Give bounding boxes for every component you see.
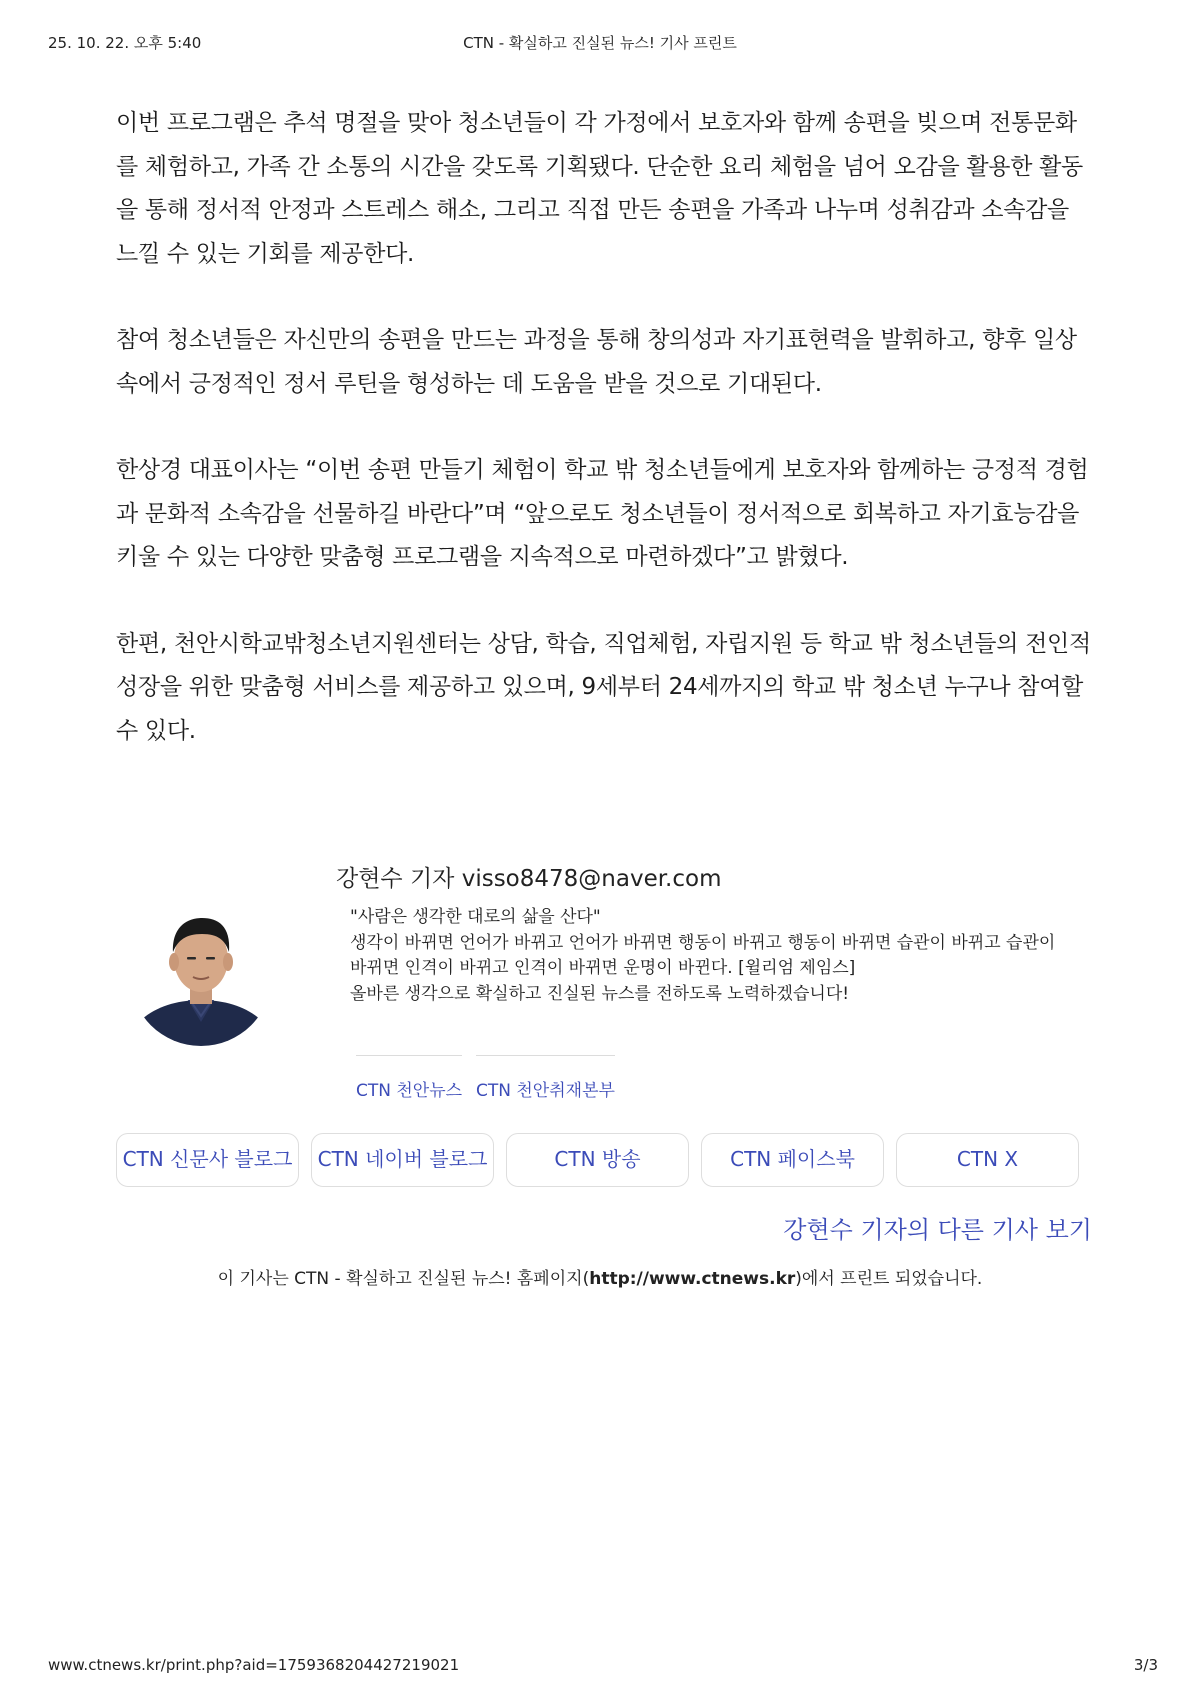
author-bio [350,905,1090,1007]
tag-link-cheonan-news[interactable]: CTN 천안뉴스 [356,1055,462,1101]
print-source-notice [0,1264,1200,1289]
article-body [116,102,1096,796]
author-byline: 강현수 기자 visso8478@naver.com [336,866,722,892]
broadcast-button[interactable]: CTN 방송 [506,1133,689,1187]
article-paragraph: 이번 프로그램은 추석 명절을 맞아 청소년들이 각 가정에서 보호자와 함께 송편을 빚으며 전통문화를 체험하고, 가족 간 소통의 시간을 갖도록 기획됐다. 단순한 요리 체험을 넘어 오감을 활용한 활동을 통해 정서적 안정과 스트레스 해소, 그리고 직접 만든 송편을 가족과 나누며 성취감과 소속감을 느낄 수 있는 기회를 제공한다. [116,110,1083,267]
print-page-title: CTN - 확실하고 진실된 뉴스! 기사 프린트 [463,34,737,52]
print-source-suffix: )에서 프린트 되었습니다. [795,1269,983,1289]
article-paragraph: 한편, 천안시학교밖청소년지원센터는 상담, 학습, 직업체험, 자립지원 등 학교 밖 청소년들의 전인적 성장을 위한 맞춤형 서비스를 제공하고 있으며, 9세부터 24세까지의 학교 밖 청소년 누구나 참여할 수 있다. [116,630,1091,744]
page-number: 3/3 [1133,1656,1158,1674]
naver-blog-button[interactable]: CTN 네이버 블로그 [311,1133,494,1187]
article-paragraph: 한상경 대표이사는 “이번 송편 만들기 체험이 학교 밖 청소년들에게 보호자와 함께하는 긍정적 경험과 문화적 소속감을 선물하길 바란다”며 “앞으로도 청소년들이 정서적으로 회복하고 자기효능감을 키울 수 있는 다양한 맞춤형 프로그램을 지속적으로 마련하겠다”고 밝혔다. [116,457,1089,570]
avatar [130,904,272,1046]
facebook-button[interactable]: CTN 페이스북 [701,1133,884,1187]
article-paragraph: 참여 청소년들은 자신만의 송편을 만드는 과정을 통해 창의성과 자기표현력을 발휘하고, 향후 일상 속에서 긍정적인 정서 루틴을 형성하는 데 도움을 받을 것으로 기대된다. [116,327,1077,397]
bio-line: "사람은 생각한 대로의 삶을 산다" [350,907,601,927]
print-header [0,32,1200,56]
x-button[interactable]: CTN X [896,1133,1079,1187]
print-source-prefix: 이 기사는 CTN - 확실하고 진실된 뉴스! 홈페이지( [217,1269,590,1289]
print-footer [0,1656,1200,1678]
bio-line: 생각이 바뀌면 언어가 바뀌고 언어가 바뀌면 행동이 바뀌고 행동이 바뀌면 습관이 바뀌고 습관이 [350,932,1056,953]
reporter-photo [130,904,272,1046]
more-articles-link[interactable]: 강현수 기자의 다른 기사 보기 [783,1216,1092,1244]
print-datetime: 25. 10. 22. 오후 5:40 [48,34,202,52]
blog-button[interactable]: CTN 신문사 블로그 [116,1133,299,1187]
bio-line: 바뀌면 인격이 바뀌고 인격이 바뀌면 운명이 바뀐다. [윌리엄 제임스] [350,958,856,978]
bio-line: 올바른 생각으로 확실하고 진실된 뉴스를 전하도록 노력하겠습니다! [350,983,850,1004]
homepage-url[interactable]: http://www.ctnews.kr [589,1269,796,1289]
tag-link-cheonan-bureau[interactable]: CTN 천안취재본부 [476,1055,615,1101]
social-links [116,1133,1086,1189]
print-url: www.ctnews.kr/print.php?aid=1759368204427219021 [48,1656,460,1674]
